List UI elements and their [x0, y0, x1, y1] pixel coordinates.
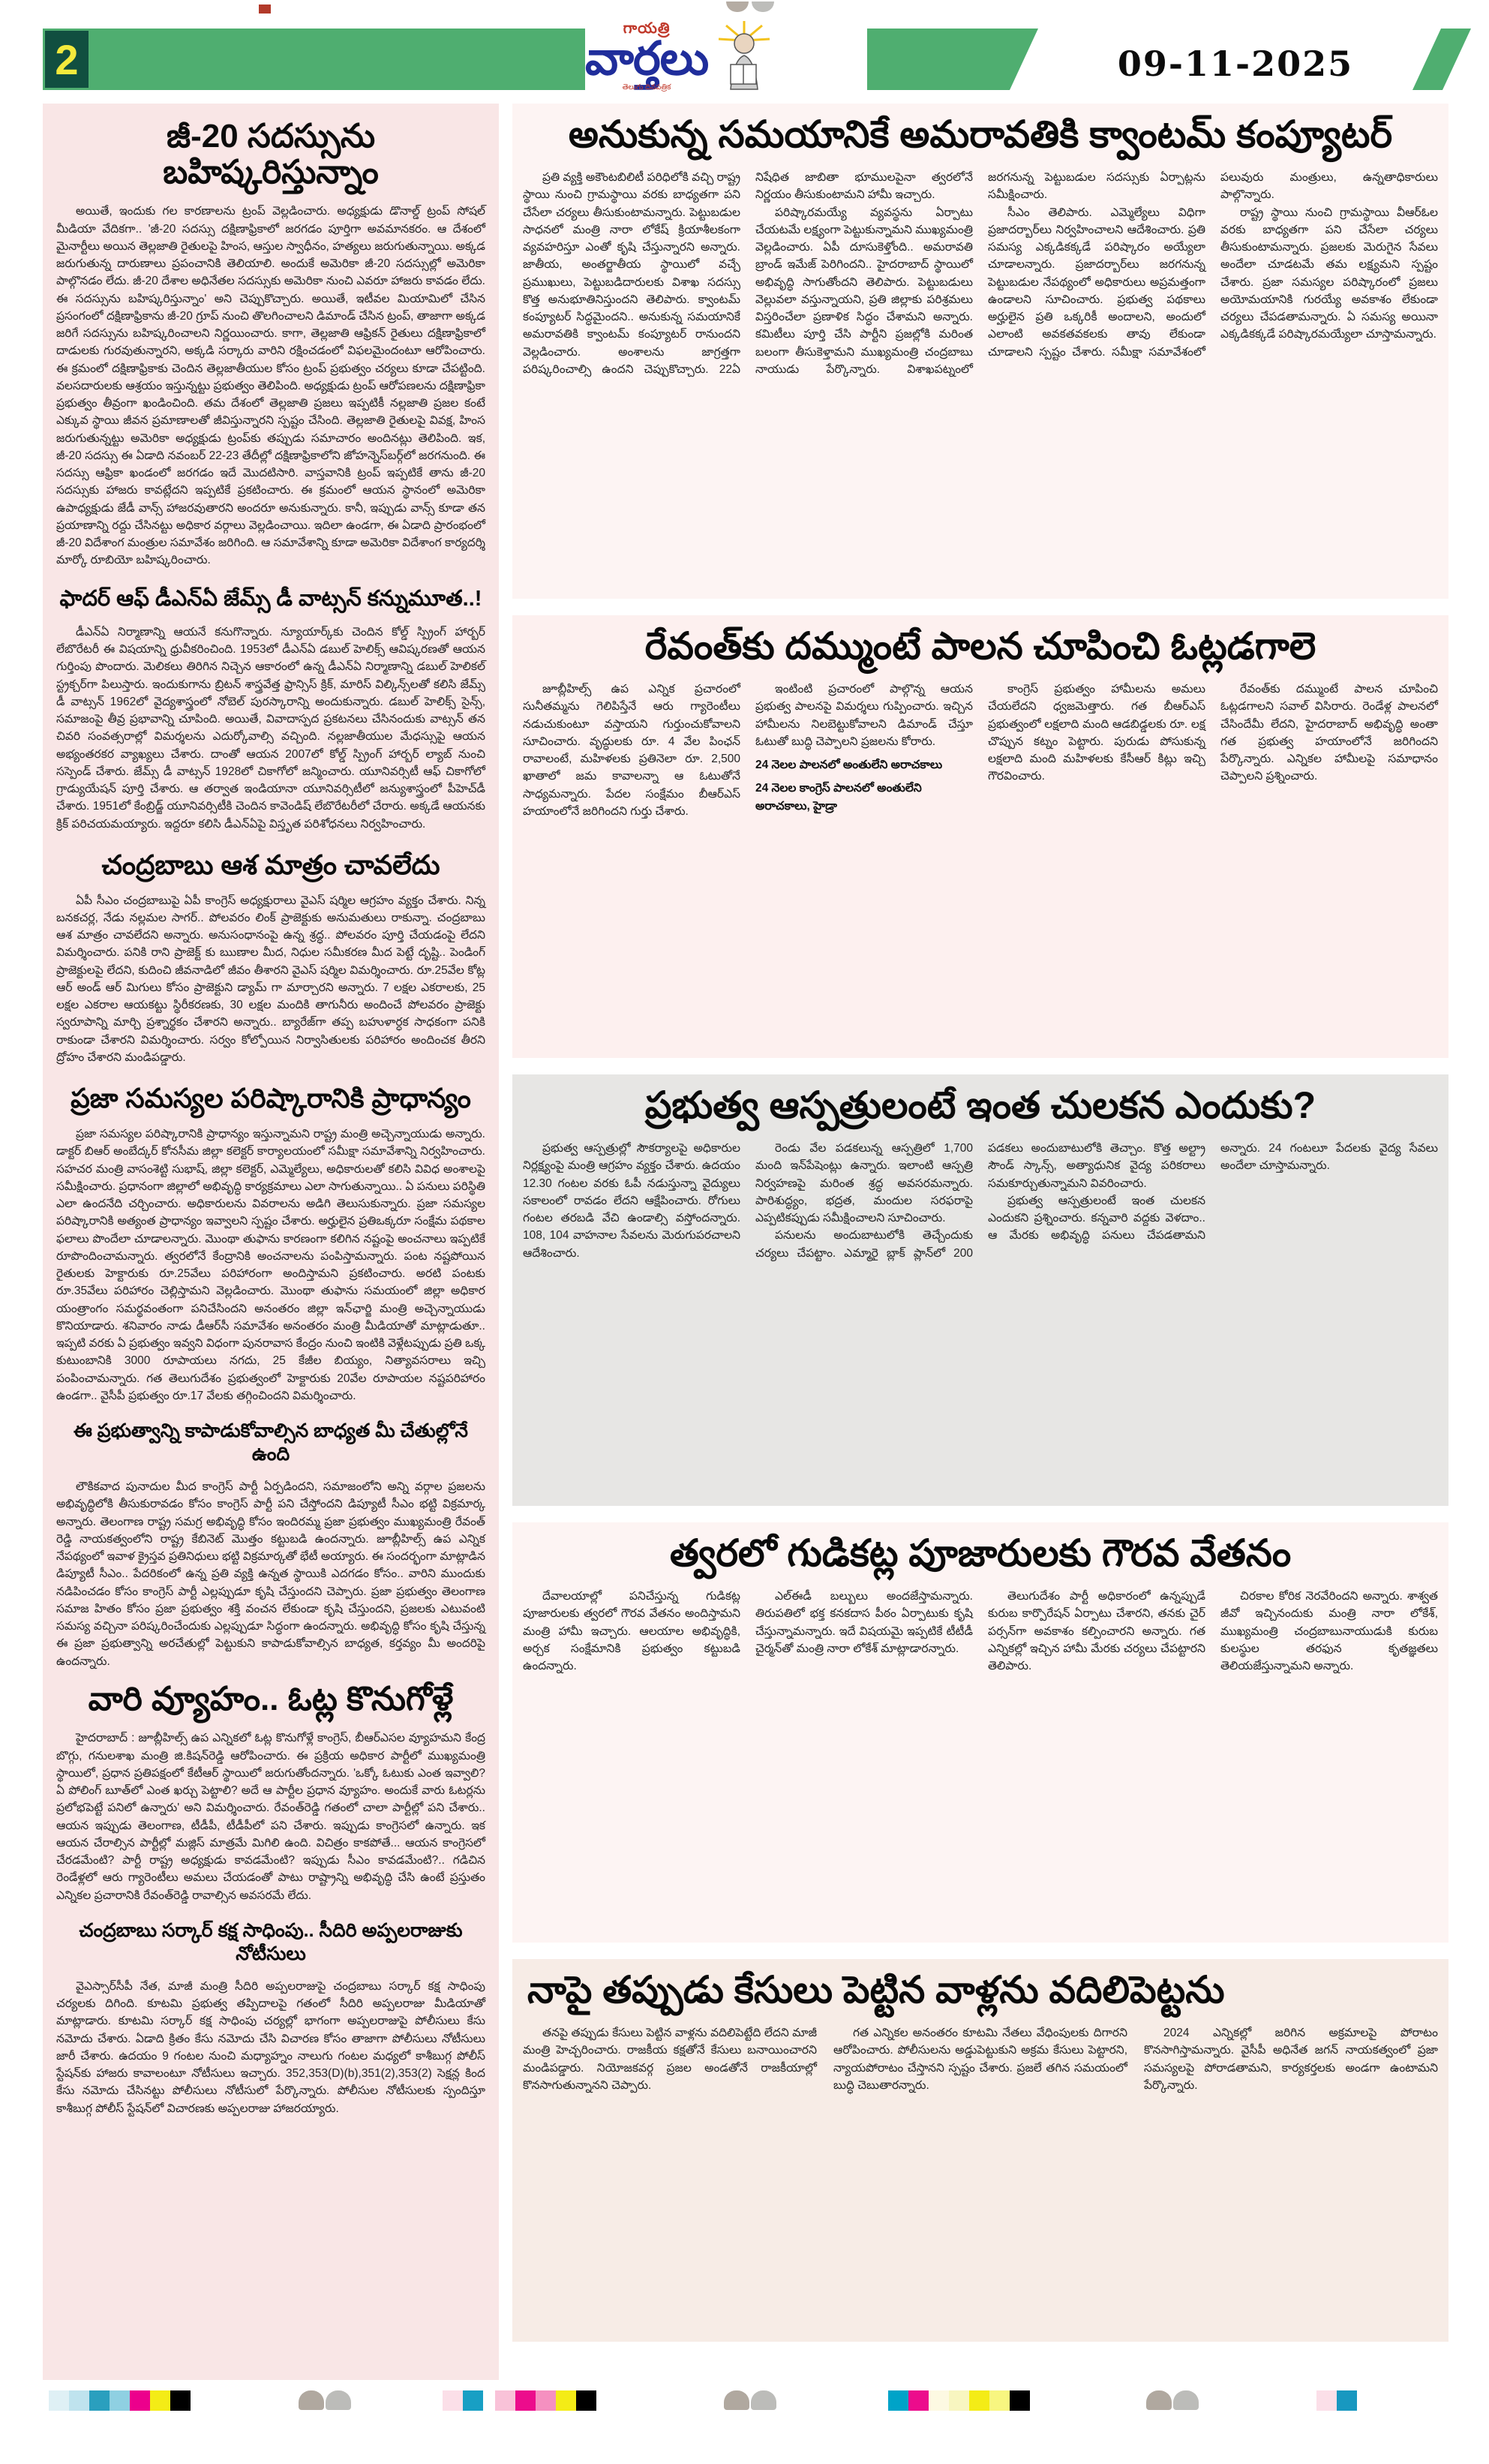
top-registration-mark-red	[259, 5, 271, 14]
article-body: హైదరాబాద్ : జూబ్లీహిల్స్ ఉప ఎన్నికలో ఓట్ల కొనుగోళ్లే కాంగ్రెస్, బీఆర్ఎసల వ్యూహమని కేంద్ర బొగ్గు, గనులశాఖ మంత్రి జి.కిషన్‌రెడ్డి ఆరోపించారు. ఈ ప్రక్రియ అధికార పార్టీలో ముఖ్యమంత్రి స్థాయిలో, ప్రధాన ప్రతిపక్షంలో కేటీఆర్ స్థాయిలో జరుగుతోందన్నారు. 'ఒక్కో ఓటుకు ఎంత ఇవ్వాలి? ఏ పోలింగ్ బూత్‌లో ఎంత ఖర్చు పెట్టాలి? అదే ఆ పార్టీల ప్రధాన వ్యూహం. అందుకే వారు ఓటర్లను ప్రలోభపెట్టే పనిలో ఉన్నారు' అని విమర్శించారు. రేవంత్‌రెడ్డి గతంలో చాలా పార్టీల్లో పని చేశారు.. ఆయన ఇప్పుడు తెలంగాణ, టీడీపీ, టీడీపీలో పని చేశారు. ఇప్పుడు కాంగ్రెసలో ఉన్నారు. ఇక ఆయన చేరాల్సిన పార్టీల్లో మజ్లిస్ మాత్రమే మిగిలి ఉంది. విచిత్రం కాకపోతే... ఆయన కాంగ్రెసలో చేరడమేంటి? పార్టీ రాష్ట్ర అధ్యక్షుడు కావడమేంటి? ఇప్పుడు సీఎం కావడమేంటి?.. గడిచిన రెండేళ్లలో ఆరు గ్యారెంటీలు అమలు చేయడంతో పాటు రాష్ట్రాన్ని అభివృద్ధి చేసి ఉంటే ప్రస్తుతం ఎన్నికల ప్రచారానికి రేవంత్‌రెడ్డి రావాల్సిన అవసరమే లేదు.	[56, 1732, 485, 1902]
page-number-box	[45, 31, 89, 88]
gray-registration-mark	[1146, 2390, 1199, 2410]
gray-registration-mark	[724, 2390, 776, 2410]
article-body: వైఎస్సార్‌సీపీ నేత, మాజీ మంత్రి సీదిరి అప్పలరాజుపై చంద్రబాబు సర్కార్ కక్ష సాధింపు చర్యలకు దిగింది. కూటమి ప్రభుత్వ తప్పిదాలపై గతంలో సీదిరి అప్పలరాజు మీడియాతో మాట్లాడారు. కూటమి సర్కార్ కక్ష సాధింపు చర్యల్లో భాగంగా అప్పలరాజుపై పోలీసులు కేసు నమోదు చేశారు. ఏడాది క్రితం కేసు నమోదు చేసి విచారణ కోసం తాజాగా పోలీసులు నోటీసులు జారీ చేశారు. ఉదయం 9 గంటల నుంచి మధ్యాహ్నం నాలుగు గంటల మధ్యలో కాశీబుగ్గ పోలీస్ స్టేషన్‌కు హాజరు కావాలంటూ నోటీసులు ఇచ్చారు. 352,353(D)(b),351(2),353(2) సెక్షన్ల కింద కేసు నమోదు చేసినట్టు పోలీసులు నోటీసులో పేర్కొన్నారు. పోలీసుల నోటీసులకు స్పందిస్తూ కాశీబుగ్గ పోలీస్ స్టేషన్‌లో విచారణకు అప్పలరాజు హాజరయ్యారు.	[56, 1979, 485, 2115]
color-swatch-group	[1316, 2390, 1357, 2411]
header-green-bar-left	[43, 29, 585, 90]
page-number: 2	[55, 35, 79, 83]
article-quantum-computer	[512, 104, 1448, 599]
article-column: సీఎం తెలిపారు. ఎమ్మెల్యేలు విధిగా ప్రజాదర్బార్‌లు నిర్వహించాలని ఆదేశించారు. ప్రతి సమస్య ఎక్కడికక్కడే పరిష్కారం అయ్యేలా చూడాలన్నారు. ప్రజాదర్బార్‌లు జరగనున్న పెట్టుబడుల నేపథ్యంలో అధికారులు అప్రమత్తంగా ఉండాలని సూచించారు. ప్రభుత్వ పథకాలు అర్హులైన ప్రతి ఒక్కరికీ అందాలని, అందులో ఎలాంటి అవకతవకలకు తావు లేకుండా చూడాలని స్పష్టం చేశారు. సమీక్షా సమావేశంలో పలువురు మంత్రులు, ఉన్నతాధికారులు పాల్గొన్నారు.	[988, 171, 1438, 359]
page-header	[43, 20, 1448, 92]
article-g20	[56, 119, 485, 569]
article-columns	[523, 1588, 1438, 1675]
article-column: ప్రతి వ్యక్తి అకౌంటబిలిటీ పరిధిలోకి వచ్చి రాష్ట్ర స్థాయి నుంచి గ్రామస్థాయి వరకు బాధ్యతగా పని చేసేలా చర్యలు తీసుకుంటామన్నారు. పెట్టుబడుల సాధనలో మంత్రి నారా లోకేష్ క్రియాశీలకంగా వ్యవహరిస్తూ ఎంతో కృషి చేస్తున్నారని అన్నారు. జాతీయ, అంతర్జాతీయ స్థాయిలో వచ్చే ప్రముఖులు, పెట్టుబడిదారులకు విశాఖ సదస్సు కొత్త అనుభూతినిస్తుందని తెలిపారు. క్వాంటమ్ కంప్యూటర్ సిద్ధమైందని.. అనుకున్న సమయానికే అమరావతికి క్వాంటమ్ కంప్యూటర్ రానుందని వెల్లడించారు. అంశాలను జాగ్రత్తగా పరిష్కరించాల్సి ఉందని చెప్పుకొచ్చారు. 22ఏ నిషేధిత జాబితా భూములపైనా త్వరలోనే నిర్ణయం తీసుకుంటామని హామీ ఇచ్చారు.	[523, 171, 973, 376]
article-column: రేవంత్‌కు దమ్ముంటే పాలన చూపించి ఓట్లడగాలని సవాల్ విసిరారు. రెండేళ్ల పాలనలో చేసిందేమీ లేదని, హైదరాబాద్ అభివృద్ధి అంతా గత ప్రభుత్వ హయాంలోనే జరిగిందని పేర్కొన్నారు. ఎన్నికల హామీలపై సమాధానం చెప్పాలని ప్రశ్నించారు.	[1220, 683, 1438, 783]
article-body: డీఎన్ఏ నిర్మాణాన్ని ఆయనే కనుగొన్నారు. న్యూయార్క్‌కు చెందిన కోల్డ్ స్ప్రింగ్ హార్బర్ లేబొరేటరీ ఈ విషయాన్ని ధ్రువీకరించింది. 1953లో డీఎన్ఏ డబుల్ హెలిక్స్ ఆవిష్కరణతో ఆయన గుర్తింపు పొందారు. మెలికలు తిరిగిన నిచ్చెన ఆకారంలో ఉన్న డీఎన్ఏ నిర్మాణాన్ని డబుల్ హెలికల్ స్ట్రక్చర్‌గా పిలుస్తారు. ఇందుకుగాను బ్రిటన్ శాస్త్రవేత్త ఫ్రాన్సిస్ క్రిక్, మారిస్ విల్కిన్స్‌లతో కలిసి జేమ్స్ డీ వాట్సన్ 1962లో వైద్యశాస్త్రంలో నోబెల్ పురస్కారాన్ని అందుకున్నారు. డబుల్ హెలిక్స్ సైన్స్, సమాజంపై తీవ్ర ప్రభావాన్ని చూపింది. అయితే, వివాదాస్పద ప్రకటనలు చేసినందుకు వాట్సన్ తన చివరి సంవత్సరాల్లో విమర్శలను ఎదుర్కోవాల్సి వచ్చింది. నల్లజాతీయుల మేధస్సుపై ఆయన అభ్యంతరకర వ్యాఖ్యలు చేశారు. దాంతో ఆయన 2007లో కోల్డ్ స్ప్రింగ్ హార్బర్ ల్యాబ్ నుంచి సస్పెండ్ చేశారు. జేమ్స్ డీ వాట్సన్ 1928లో చికాగోలో జన్మించారు. యూనివర్సిటీ ఆఫ్ చికాగోలో గ్రాడ్యుయేషన్ పూర్తి చేశారు. ఆ తర్వాత ఇండియానా యూనివర్సిటీలో జన్యుశాస్త్రంలో పీహెచ్‌డీ చేశారు. 1951లో కేంబ్రిడ్జ్ యూనివర్సిటీకి చెందిన కావెండిష్ లేబొరేటరీలో చేరారు. అక్కడే ఆయనకు క్రిక్ పరిచయమయ్యారు. ఇద్దరూ కలిసి డీఎన్ఏపై విస్తృత పరిశోధనలు నిర్వహించారు.	[56, 625, 485, 831]
masthead-title: వార్తలు	[585, 33, 709, 85]
color-swatch-group	[888, 2390, 1030, 2411]
article-body: అయితే, ఇందుకు గల కారణాలను ట్రంప్ వెల్లడించారు. అధ్యక్షుడు డొనాల్డ్ ట్రంప్ సోషల్ మీడియా వేదికగా.. 'జీ-20 సదస్సు దక్షిణాఫ్రికాలో జరగడం పూర్తిగా అవమానకరం. ఆ దేశంలో మైనార్టీలు అయిన తెల్లజాతి రైతులపై హింస, ఆస్తుల స్వాధీనం, హత్యలు జరుగుతున్నాయి. అక్కడ జరుగుతున్న దారుణాలు ప్రపంచానికి తెలియాలి. అందుకే అమెరికా జీ-20 సదస్సుల్లో అమెరికా పాల్గొనడం లేదు. జీ-20 దేశాల అధినేతల సదస్సుకు అమెరికా నుంచి ఎవరూ హాజరు కావడం లేదు. ఈ సదస్సును బహిష్కరిస్తున్నాం' అని చెప్పుకొచ్చారు. అయితే, ఇటీవల మియామిలో చేసిన ప్రసంగంలో దక్షిణాఫ్రికాను జీ-20 గ్రూప్ నుంచి తొలగించాలని డిమాండ్ చేసిన ట్రంప్, తాజాగా అక్కడ జరిగే సదస్సును బహిష్కరించాలని నిర్ణయించారు. కాగా, తెల్లజాతి ఆఫ్రికన్ రైతులు దక్షిణాఫ్రికాలో దాడులకు గురవుతున్నారని, అక్కడి సర్కారు వారిని రక్షించడంలో విఫలమైందంటూ ఆరోపించారు. ఈ క్రమంలో దక్షిణాఫ్రికాకు చెందిన తెల్లజాతీయుల కోసం ట్రంప్ ప్రభుత్వం చర్యలు కూడా చేపట్టింది. వలసదారులకు ఆశ్రయం ఇస్తున్నట్టు ప్రభుత్వం తెలిపింది. అధ్యక్షుడు ట్రంప్ ఆరోపణలను దక్షిణాఫ్రికా ప్రభుత్వం తీవ్రంగా ఖండించింది. తమ దేశంలో తెల్లజాతి ప్రజలు ఇప్పటికీ నల్లజాతి ప్రజల కంటే ఎక్కువ స్థాయి జీవన ప్రమాణాలతో జీవిస్తున్నారని స్పష్టం చేసింది. తెల్లజాతి రైతులపై వివక్ష, హింస జరుగుతున్నట్టు అమెరికా అధ్యక్షుడు ట్రంప్‌కు తప్పుడు సమాచారం అందినట్లు తెలిపింది. ఇక, జీ-20 సదస్సు ఈ ఏడాది నవంబర్ 22-23 తేదీల్లో దక్షిణాఫ్రికాలోని జోహన్నెస్‌బర్గ్‌లో జరగనుంది. ఈ సదస్సు ఆఫ్రికా ఖండంలో జరగడం ఇదే మొదటిసారి. వాస్తవానికి ట్రంప్ ఇప్పటికే తాను జీ-20 సదస్సుకు హాజరు కావట్లేదని ఇప్పటికే ప్రకటించారు. ఈ క్రమంలో ఆయన స్థానంలో అమెరికా ఉపాధ్యక్షుడు జేడీ వాన్స్ హాజరవుతారని అందరూ అనుకున్నారు. కానీ, ఇప్పుడు వాన్స్ కూడా తన ప్రయాణాన్ని రద్దు చేసినట్టు అధికార వర్గాలు వెల్లడించాయి. ఇదిలా ఉండగా, ఈ ఏడాది ప్రారంభంలో జీ-20 విదేశాంగ మంత్రుల సమావేశం జరిగింది. ఆ సమావేశాన్ని కూడా అమెరికా విదేశాంగ కార్యదర్శి మార్కో రూబియో బహిష్కరించారు.	[56, 205, 485, 567]
article-column: రాష్ట్ర స్థాయి నుంచి గ్రామస్థాయి వీఆర్ఓల వరకు బాధ్యతగా పని చేసేలా చర్యలు తీసుకుంటామన్నారు. ప్రజలకు మెరుగైన సేవలు అందేలా చూడటమే తమ లక్ష్యమని స్పష్టం చేశారు. ప్రజా సమస్యల పరిష్కారంలో ప్రజలు అయోమయానికి గురయ్యే అవకాశం లేకుండా చర్యలు చేపడతామన్నారు. ఏ సమస్య అయినా ఎక్కడికక్కడే పరిష్కారమయ్యేలా చూస్తామన్నారు.	[1220, 206, 1438, 341]
article-columns	[523, 169, 1438, 378]
article-columns	[523, 1140, 1438, 1262]
article-columns	[523, 681, 1438, 820]
article-headline: వారి వ్యూహం.. ఓట్ల కొనుగోళ్లే	[88, 1681, 454, 1718]
article-headline: త్వరలో గుడికట్ల పూజారులకు గౌరవ వేతనం	[669, 1532, 1292, 1574]
article-chandrababu-asha	[56, 849, 485, 1066]
article-column: పరిష్కారమయ్యే వ్యవస్థను ఏర్పాటు చేయటమే లక్ష్యంగా పెట్టుకున్నామని ముఖ్యమంత్రి వెల్లడించారు. ఏపీ దూసుకెళ్తోంది.. అమరావతి బ్రాండ్ ఇమేజ్ పెరిగిందని.. హైదరాబాద్ స్థాయిలో అభివృద్ధి సాగుతోందని తెలిపారు. పెట్టుబడులు వెల్లువలా వస్తున్నాయని, ప్రతి జిల్లాకు పరిశ్రమలు విస్తరించేలా ప్రణాళిక సిద్ధం చేశామని అన్నారు. కమిటీలు పూర్తి చేసి పార్టీని ప్రజల్లోకి మరింత బలంగా తీసుకెళ్తామని ముఖ్యమంత్రి చంద్రబాబు నాయుడు పేర్కొన్నారు. విశాఖపట్నంలో జరగనున్న పెట్టుబడుల సదస్సుకు ఏర్పాట్లను సమీక్షించారు.	[755, 171, 1205, 376]
article-headline: ప్రభుత్వ ఆస్పత్రులంటే ఇంత చులకన ఎందుకు?	[644, 1084, 1316, 1126]
color-swatch-group	[443, 2390, 483, 2411]
article-headline: నాపై తప్పుడు కేసులు పెట్టిన వాళ్లను వదిలిపెట్టను	[527, 1969, 1225, 2011]
article-column: జూబ్లీహిల్స్ ఉప ఎన్నిక ప్రచారంలో సునీతమ్మను గెలిపిస్తేనే ఆరు గ్యారెంటీలు నడుచుకుంటూ వస్తాయని గుర్తుంచుకోవాలని సూచించారు. వృద్ధులకు రూ. 4 వేల పింఛన్ రావాలంటే, మహిళలకు ప్రతినెలా రూ. 2,500 ఖాతాలో జమ కావాలన్నా ఆ ఓటుతోనే సాధ్యమన్నారు. పేదల సంక్షేమం బీఆర్ఎస్ హయాంలోనే జరిగిందని గుర్తు చేశారు.	[523, 683, 740, 818]
article-headline: చంద్రబాబు సర్కార్ కక్ష సాధింపు.. సీదిరి అప్పలరాజుకు నోటీసులు	[79, 1919, 463, 1964]
masthead-top-label: గాయత్రి	[623, 20, 671, 37]
article-kapadu	[56, 1420, 485, 1670]
article-column: ఎల్ఈడీ బల్బులు అందజేస్తామన్నారు. తిరుపతిలో భక్త కనకదాస పీఠం ఏర్పాటుకు కృషి చేస్తున్నామన్నారు. ఇదే విషయమై ఇప్పటికే టీటీడీ చైర్మన్‌తో మంత్రి నారా లోకేశ్ మాట్లాడారన్నారు.	[755, 1590, 973, 1655]
article-bold-line: 24 నెలల కాంగ్రెస్ పాలనలో అంతులేని అరాచకాలు, హైడ్రా	[755, 782, 922, 813]
article-columns	[523, 2024, 1438, 2094]
article-headline: ఫాదర్ ఆఫ్ డీఎన్ఏ జేమ్స్ డీ వాట్సన్ కన్నుమూత..!	[59, 586, 482, 611]
article-praja-samasyalu	[56, 1083, 485, 1405]
article-headline: రేవంత్‌కు దమ్ముంటే పాలన చూపించి ఓట్లడగాలె	[644, 625, 1316, 667]
article-body: ఏపీ సీఎం చంద్రబాబుపై ఏపీ కాంగ్రెస్ అధ్యక్షురాలు వైఎస్ షర్మిల ఆగ్రహం వ్యక్తం చేశారు. నిన్న బనకచర్ల, నేడు నల్లమల సాగర్.. పోలవరం లింక్ ప్రాజెక్టుకు అనుమతులు రాకున్నా. చంద్రబాబు ఆశ మాత్రం చావలేదని అన్నారు. అనుసంధానంపై ఉన్న శ్రద్ధ.. పోలవరం పూర్తి చేయడంపై లేదని విమర్శించారు. పనికి రాని ప్రాజెక్ట్ కు ఋణాల మీద, నిధుల సమీకరణ మీద పెట్టే దృష్టి.. పెండింగ్ ప్రాజెక్టులపై లేదని, కుదించి జీవనాడిలో జీవం తీశారని వైఎస్ షర్మిల విమర్శించారు. రూ.25వేల కోట్ల ఆర్ అండ్ ఆర్ మిగులు కోసం ప్రాజెక్టుని డ్యామ్ గా మార్చారని అన్నారు. 7 లక్షల ఎకరాలకు, 25 లక్షల ఎకరాల ఆయకట్టు స్థిరీకరణకు, 30 లక్షల మందికి తాగునీరు అందించే పోలవరం ప్రాజెక్టు స్వరూపాన్ని మార్చి ప్రశ్నార్థకం చేశారని అన్నారు.. బ్యారేజ్‌గా తప్ప బహుళార్ధక సాధకంగా పనికి రాకుండా చేశారని విమర్శించారు. సర్వం కోల్పోయిన నిర్వాసితులకు పరిహారం అందించక తీరని ద్రోహం చేశారని మండిపడ్డారు.	[56, 894, 485, 1064]
left-column	[43, 104, 499, 2380]
article-column: ఇంటింటి ప్రచారంలో పాల్గొన్న ఆయన ప్రభుత్వ పాలనపై విమర్శలు గుప్పించారు. ఇచ్చిన హామీలను నిలబెట్టుకోవాలని డిమాండ్ చేస్తూ ఓటుతో బుద్ధి చెప్పాలని ప్రజలను కోరారు.	[755, 683, 973, 748]
article-body: ప్రజా సమస్యల పరిష్కారానికి ప్రాధాన్యం ఇస్తున్నామని రాష్ట్ర మంత్రి అచ్చెన్నాయుడు అన్నారు. డాక్టర్ బిఆర్ అంబేద్కర్ కోనసీమ జిల్లా కలెక్టర్ కార్యాలయంలో సమీక్షా సమావేశాన్ని నిర్వహించారు. సహచర మంత్రి వాసంశెట్టి సుభాష్, జిల్లా కలెక్టర్, ఎమ్మెల్యేలు, అధికారులతో కలిసి వివిధ అంశాలపై సమీక్షించారు. ప్రధానంగా జిల్లాలో అభివృద్ధి కార్యక్రమాలు ఎలా సాగుతున్నాయి.. ఏ పనులు పరిస్థితి ఎలా ఉందనేది చర్చించారు. అధికారులను వివరాలను అడిగి తెలుసుకున్నారు. ప్రజా సమస్యల పరిష్కారానికి అత్యంత ప్రాధాన్యం ఇవ్వాలని స్పష్టం చేశారు. అర్హులైన ప్రతిఒక్కరూ సంక్షేమ పథకాల ఫలాలు పొందేలా చూడాలన్నారు. మొంథా తుఫాను కారణంగా కలిగిన నష్టంపై అంచనాలు ఇప్పటికే రూపొందించామన్నారు. త్వరలోనే కేంద్రానికి అంచనాలను పంపిస్తామన్నారు. పంట నష్టపోయిన రైతులకు హెక్టారుకు రూ.25వేలు పరిహారంగా అందిస్తామని ప్రకటించారు. అరటి పంటకు రూ.35వేలు పరిహారం చెల్లిస్తామని వెల్లడించారు. మొంథా తుఫాను సమయంలో జిల్లా అధికార యంత్రాంగం సమర్థవంతంగా పనిచేసిందని అనంతరం జిల్లా ఇన్‌ఛార్జి మంత్రి అచ్చెన్నాయుడు కొనియాడారు. శనివారం నాడు డీఆర్‌సీ సమావేశం అనంతరం మంత్రి మీడియాతో మాట్లాడుతూ.. ఇప్పటి వరకు ఏ ప్రభుత్వం ఇవ్వని విధంగా పునరావాస కేంద్రం నుంచి ఇంటికి వెళ్లేటప్పుడు ప్రతి ఒక్క కుటుంబానికి 3000 రూపాయలు నగదు, 25 కేజీల బియ్యం, నిత్యావసరాలు ఇచ్చి పంపించామన్నారు. గత తెలుగుదేశం ప్రభుత్వంలో హెక్టారుకు 20వేల రూపాయల నష్టపరిహారం ఉండగా.. వైసీపీ ప్రభుత్వం రూ.17 వేలకు తగ్గించిందని విమర్శించారు.	[56, 1128, 485, 1402]
article-column: తనపై తప్పుడు కేసులు పెట్టిన వాళ్లను వదిలిపెట్టేది లేదని మాజీ మంత్రి హెచ్చరించారు. రాజకీయ కక్షతోనే కేసులు బనాయించారని మండిపడ్డారు. నియోజకవర్గ ప్రజల అండతోనే రాజకీయాల్లో కొనసాగుతున్నానని చెప్పారు.	[523, 2027, 817, 2092]
color-swatch-group	[495, 2390, 596, 2411]
article-column: దేవాలయాల్లో పనిచేస్తున్న గుడికట్ల పూజారులకు త్వరలో గౌరవ వేతనం అందిస్తామని మంత్రి హామీ ఇచ్చారు. ఆలయాల అభివృద్ధికి, అర్చక సంక్షేమానికి ప్రభుత్వం కట్టుబడి ఉందన్నారు.	[523, 1590, 740, 1672]
article-vyuham	[56, 1681, 485, 1904]
article-column: 2024 ఎన్నికల్లో జరిగిన అక్రమాలపై పోరాటం కొనసాగిస్తామన్నారు. వైసీపీ అధినేత జగన్ నాయకత్వంలో ప్రజా సమస్యలపై పోరాడతామని, కార్యకర్తలకు అండగా ఉంటామని పేర్కొన్నారు.	[1144, 2027, 1438, 2092]
masthead-text	[585, 21, 708, 93]
top-registration-mark-gray	[752, 2, 774, 12]
article-temple-priests	[512, 1522, 1448, 1943]
article-dna-watson	[56, 586, 485, 833]
article-headline: ప్రజా సమస్యల పరిష్కారానికి ప్రాధాన్యం	[71, 1083, 471, 1114]
article-column: చిరకాల కోరిక నెరవేరిందని అన్నారు. శాశ్వత జీవో ఇచ్చినందుకు మంత్రి నారా లోకేశ్, ముఖ్యమంత్రి చంద్రబాబునాయుడుకి కురుబ కులస్థుల తరఫున కృతజ్ఞతలు తెలియజేస్తున్నామని అన్నారు.	[1220, 1590, 1438, 1672]
article-body: లౌకికవాద పునాదుల మీద కాంగ్రెస్ పార్టీ ఏర్పడిందని, సమాజంలోని అన్ని వర్గాల ప్రజలను అభివృద్ధిలోకి తీసుకురావడం కోసం కాంగ్రెస్ పార్టీ పని చేస్తోందని డిప్యూటీ సీఎం భట్టి విక్రమార్క అన్నారు. తెలంగాణ రాష్ట్ర సమగ్ర అభివృద్ధి కోసం ఇందిరమ్మ ప్రజా ప్రభుత్వం ముఖ్యమంత్రి రేవంత్ రెడ్డి నాయకత్వంలోని రాష్ట్ర కేబినెట్ మొత్తం కట్టుబడి ఉందన్నారు. జూబ్లీహిల్స్ ఉప ఎన్నిక నేపథ్యంలో ఇవాళ క్రైస్తవ ప్రతినిధులు భట్టి విక్రమార్కతో భేటీ అయ్యారు. ఈ సందర్భంగా మాట్లాడిన డిప్యూటీ సీఎం.. పేదరికంలో ఉన్న ప్రతి వ్యక్తి ఉన్నత స్థాయికి ఎదగడం కోసం.. వారిని ముందుకు నడిపించడం కోసం కాంగ్రెస్ పార్టీ ఎల్లప్పుడూ కృషి చేస్తుందని చెప్పారు. ప్రజా ప్రభుత్వం తెలంగాణ సమాజ హితం కోసం ప్రజా ప్రభుత్వం శక్తి వంచన లేకుండా కృషి చేస్తుందని, ప్రజలకు ఎటువంటి సమస్య వచ్చినా పరిష్కరించేందుకు ఎల్లప్పుడూ సిద్ధంగా ఉందన్నారు. అభివృద్ధి కోసం కృషి చేస్తున్న ఈ ప్రజా ప్రభుత్వాన్ని అరచేతుల్లో పెట్టుకుని కాపాడుకోవాల్సిన బాధ్యత, కర్తవ్యం మీ అందరిపై ఉందన్నారు.	[56, 1480, 485, 1668]
edition-date: 09-11-2025	[1117, 44, 1354, 84]
article-seediri-notices	[56, 1919, 485, 2117]
article-headline: ఈ ప్రభుత్వాన్ని కాపాడుకోవాల్సిన బాధ్యత మీ చేతుల్లోనే ఉంది	[74, 1420, 468, 1465]
print-registration-strip	[0, 2390, 1489, 2416]
top-registration-mark-gray	[726, 2, 749, 12]
article-column: రెండు వేల పడకలున్న ఆస్పత్రిలో 1,700 మంది ఇన్‌పేషెంట్లు ఉన్నారు. ఇలాంటి ఆస్పత్రి నిర్వహణపై మరింత శ్రద్ధ అవసరమన్నారు. పారిశుద్ధ్యం, భద్రత, మందుల సరఫరాపై ఎప్పటికప్పుడు సమీక్షించాలని సూచించారు.	[755, 1142, 973, 1224]
color-swatch-group	[49, 2390, 191, 2411]
article-headline: జీ-20 సదస్సును బహిష్కరిస్తున్నాం	[163, 118, 379, 191]
page-content	[43, 104, 1448, 2380]
article-government-hospitals	[512, 1074, 1448, 1506]
masthead-goddess-image	[708, 18, 780, 93]
header-green-bar-middle	[867, 29, 1038, 90]
article-revanth-challenge	[512, 615, 1448, 1058]
article-column: ప్రభుత్వ ఆస్పత్రులంటే ఇంత చులకన ఎందుకని ప్రశ్నించారు. కన్నవారి వద్దకు వెళదాం.. ఆ మేరకు అభివృద్ధి పనులు చేపడతామని అన్నారు. 24 గంటలూ పేదలకు వైద్య సేవలు అందేలా చూస్తామన్నారు.	[988, 1142, 1438, 1243]
article-column: తెలుగుదేశం పార్టీ అధికారంలో ఉన్నప్పుడే కురుబ కార్పొరేషన్ ఏర్పాటు చేశారని, తనకు చైర్ పర్సన్‌గా అవకాశం కల్పించారని అన్నారు. గత ఎన్నికల్లో ఇచ్చిన హామీ మేరకు చర్యలు చేపట్టారని తెలిపారు.	[988, 1590, 1205, 1672]
article-false-cases	[512, 1959, 1448, 2342]
header-green-bar-right	[1412, 29, 1471, 90]
article-column: గత ఎన్నికల అనంతరం కూటమి నేతలు వేధింపులకు దిగారని ఆరోపించారు. పోలీసులను అడ్డుపెట్టుకుని అక్రమ కేసులు పెట్టారని, న్యాయపోరాటం చేస్తానని స్పష్టం చేశారు. ప్రజలే తగిన సమయంలో బుద్ధి చెబుతారన్నారు.	[833, 2027, 1127, 2092]
article-headline: అనుకున్న సమయానికే అమరావతికి క్వాంటమ్ కంప్యూటర్	[568, 113, 1393, 155]
article-bold-line: 24 నెలల పాలనలో అంతులేని అరాచకాలు	[755, 759, 943, 771]
article-headline: చంద్రబాబు ఆశ మాత్రం చావలేదు	[101, 849, 440, 880]
article-column: కాంగ్రెస్ ప్రభుత్వం హామీలను అమలు చేయలేదని ధ్వజమెత్తారు. గత బీఆర్ఎస్ ప్రభుత్వంలో లక్షలాది మంది ఆడబిడ్డలకు రూ. లక్ష చొప్పున కట్నం పెట్టారు. పురుడు పోసుకున్న లక్షలాది మంది మహిళలకు కేసీఆర్ కిట్లు ఇచ్చి గౌరవించారు.	[988, 683, 1205, 783]
gray-registration-mark	[299, 2390, 351, 2410]
masthead	[585, 15, 867, 93]
right-column	[512, 104, 1448, 2380]
article-column: పనులను అందుబాటులోకి తెచ్చేందుకు చర్యలు చేపట్టాం. ఎమ్మారై బ్లాక్ ప్లాన్‌లో 200 పడకలు అందుబాటులోకి తెచ్చాం. కొత్త అల్ట్రా సౌండ్ స్కాన్స్, అత్యాధునిక వైద్య పరికరాలు సమకూర్చుతున్నామని వివరించారు.	[755, 1142, 1205, 1260]
article-column: ప్రభుత్వ ఆస్పత్రుల్లో సౌకర్యాలపై అధికారుల నిర్లక్ష్యంపై మంత్రి ఆగ్రహం వ్యక్తం చేశారు. ఉదయం 12.30 గంటల వరకు ఓపీ నడుస్తున్నా వైద్యులు సకాలంలో రావడం లేదని ఆక్షేపించారు. రోగులు గంటల తరబడి వేచి ఉండాల్సి వస్తోందన్నారు. 108, 104 వాహనాల సేవలను మెరుగుపరచాలని ఆదేశించారు.	[523, 1142, 740, 1260]
masthead-tagline: తెలుగు దినపత్రిక	[622, 83, 671, 92]
